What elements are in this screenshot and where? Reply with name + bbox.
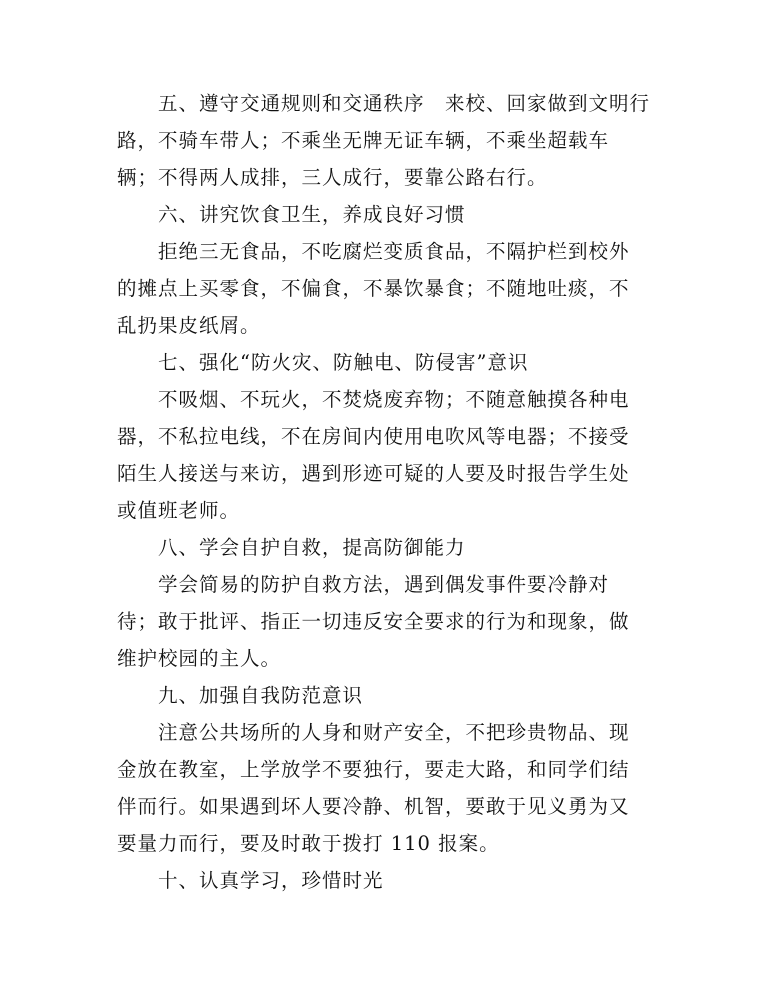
section-10-heading: 十、认真学习，珍惜时光 [158,869,384,892]
section-8-text-line: 维护校园的主人。 [117,647,282,670]
section-9-text-line: 伴而行。如果遇到坏人要冷静、机智，要敢于见义勇为又 [117,795,630,818]
section-7-text-line: 或值班老师。 [117,499,241,522]
section-5-text-line: 辆；不得两人成排，三人成行，要靠公路右行。 [117,166,548,189]
section-9-text-line: 要量力而行，要及时敢于拨打 110 报案。 [117,832,500,855]
section-8-heading: 八、学会自护自救，提高防御能力 [158,536,466,559]
section-9-text-line: 金放在教室，上学放学不要独行，要走大路，和同学们结 [117,758,630,781]
section-8-text-line: 待；敢于批评、指正一切违反安全要求的行为和现象，做 [117,610,630,633]
section-6-text-line: 乱扔果皮纸屑。 [117,314,261,337]
section-9-text-line: 注意公共场所的人身和财产安全，不把珍贵物品、现 [158,721,630,744]
section-7-text-line: 不吸烟、不玩火，不焚烧废弃物；不随意触摸各种电 [158,388,630,411]
section-8-text-line: 学会简易的防护自救方法，遇到偶发事件要冷静对 [158,573,610,596]
section-5-heading: 五、遵守交通规则和交通秩序 来校、回家做到文明行 [158,92,651,115]
section-7-text-line: 器，不私拉电线，不在房间内使用电吹风等电器；不接受 [117,425,630,448]
section-6-text-line: 的摊点上买零食，不偏食，不暴饮暴食；不随地吐痰，不 [117,277,630,300]
section-5-text-line: 路，不骑车带人；不乘坐无牌无证车辆，不乘坐超载车 [117,129,610,152]
section-7-text-line: 陌生人接送与来访，遇到形迹可疑的人要及时报告学生处 [117,462,630,485]
section-6-text-line: 拒绝三无食品，不吃腐烂变质食品，不隔护栏到校外 [158,240,630,263]
section-9-heading: 九、加强自我防范意识 [158,684,364,707]
section-6-heading: 六、讲究饮食卫生，养成良好习惯 [158,203,466,226]
section-7-heading: 七、强化“防火灾、防触电、防侵害”意识 [158,351,529,374]
